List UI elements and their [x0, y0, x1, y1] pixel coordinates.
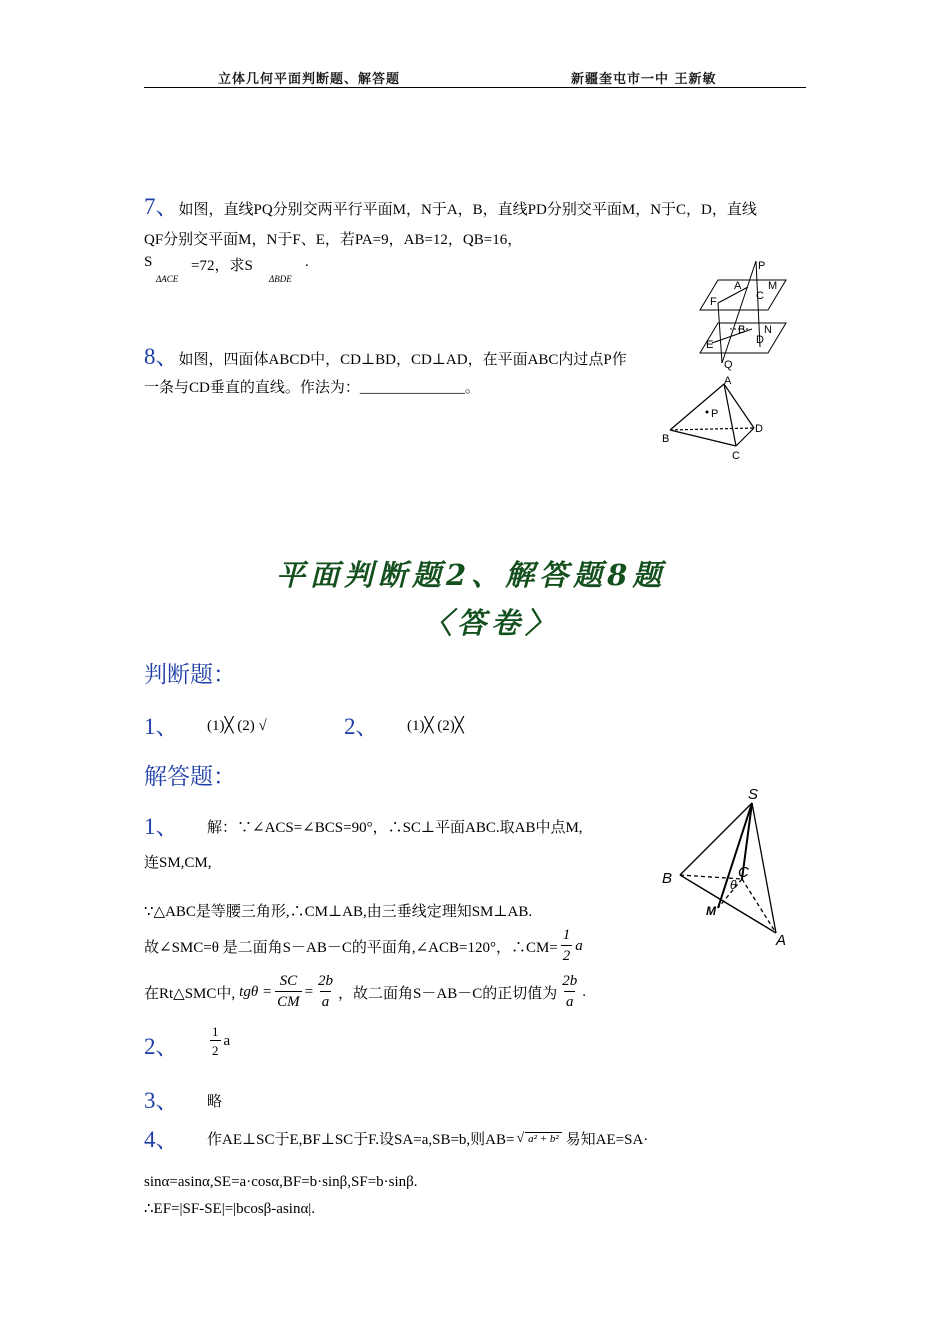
- frac-numerator: SC: [279, 973, 298, 989]
- judge-number-1: 1、: [144, 714, 179, 739]
- solve-heading: 解答题：: [144, 764, 236, 789]
- q7-end: .: [305, 254, 309, 270]
- q8-line1: [144, 338, 627, 371]
- sol1-line1: 解：∵∠ACS=∠BCS=90°，∴SC⊥平面ABC.取AB中点M,: [207, 820, 583, 836]
- answer-subtitle: 〈答卷〉: [423, 606, 560, 640]
- judge-answer-2: (1)╳ (2)╳: [407, 718, 464, 734]
- sqrt-sign: √: [516, 1130, 525, 1146]
- sol1-line5-end: .: [582, 983, 586, 1000]
- sol1-frac-half: [561, 928, 573, 964]
- fig-a1-label-a: A: [776, 932, 787, 949]
- sol1-line5: [144, 974, 586, 1010]
- sol1-line5-mid: ，故二面角S－AB－C的正切值为: [338, 985, 558, 1002]
- sol1-line4: [144, 928, 583, 964]
- fig7-label-b: B: [738, 324, 746, 336]
- sol1-frac-2b-a: [316, 974, 335, 1010]
- q7-mid: =72，求S: [191, 258, 253, 274]
- fig7-label-a: A: [734, 280, 742, 292]
- frac-numerator: 1: [562, 927, 571, 943]
- q8-text-1: 如图，四面体ABCD中，CD⊥BD，CD⊥AD，在平面ABC内过点P作: [178, 352, 627, 368]
- sol4-line1-text: 作AE⊥SC于E,BF⊥SC于F.设SA=a,SB=b,则AB=: [207, 1132, 515, 1148]
- sol1-eq: =: [304, 983, 314, 1000]
- frac-denominator: a: [564, 991, 576, 1010]
- sol4-sqrt: a² + b²: [525, 1132, 562, 1145]
- frac-numerator: 2b: [318, 973, 334, 989]
- judge-number-2: 2、: [344, 714, 379, 739]
- sol1-line2: 连SM,CM,: [144, 855, 212, 871]
- sol4-number: 4、: [144, 1127, 179, 1152]
- sol1-line5-pre: 在Rt△SMC中,: [144, 985, 236, 1002]
- header-rule: [144, 87, 806, 88]
- q7-s1: S: [144, 254, 153, 270]
- sol1-line4-text: 故∠SMC=θ 是二面角S－AB－C的平面角,∠ACB=120°，∴CM=: [144, 939, 558, 956]
- frac-numerator: 2b: [562, 973, 578, 989]
- q7-line1: [144, 188, 757, 221]
- q8-number: 8、: [144, 344, 179, 369]
- header-right: 新疆奎屯市一中 王新敏: [571, 72, 717, 87]
- sol1-frac-result: [560, 974, 579, 1010]
- fig8-label-c: C: [732, 450, 740, 462]
- header-left: 立体几何平面判断题、解答题: [218, 72, 401, 87]
- q7-number: 7、: [144, 194, 179, 219]
- fig8-label-a: A: [724, 375, 732, 387]
- fig7-label-e: E: [706, 339, 714, 351]
- figure-q8-tetrahedron: [660, 372, 770, 464]
- fig7-label-d: D: [756, 334, 764, 346]
- fig8-label-d: D: [755, 423, 763, 435]
- frac-denominator: a: [320, 991, 332, 1010]
- sol2-tail: a: [223, 1032, 231, 1049]
- sol1-tg: tgθ =: [239, 983, 273, 1000]
- fig7-label-q: Q: [724, 359, 733, 371]
- fig-a1-label-m: M: [706, 904, 716, 918]
- fig7-label-p: P: [758, 260, 766, 272]
- frac-numerator: 1: [212, 1024, 219, 1039]
- q8-text-2: 一条与CD垂直的直线。作法为：______________。: [144, 380, 480, 396]
- sol2-frac: [210, 1025, 221, 1057]
- fig-a1-label-theta: θ: [730, 878, 737, 892]
- sol1-line3: ∵△ABC是等腰三角形,∴CM⊥AB,由三垂线定理知SM⊥AB.: [144, 904, 533, 920]
- fig7-label-c: C: [756, 290, 764, 302]
- judge-row: [144, 708, 179, 741]
- frac-denominator: 2: [561, 945, 573, 964]
- q7-sub2: ΔBDE: [269, 274, 292, 284]
- sol4-line1: [207, 1128, 648, 1149]
- figure-sol1-pyramid: [658, 783, 793, 953]
- sol4-line2: sinα=asinα,SE=a·cosα,BF=b·sinβ,SF=b·sinβ.: [144, 1174, 418, 1190]
- sol2-answer: [207, 1025, 230, 1057]
- sol2-number: 2、: [144, 1034, 179, 1059]
- sol3-answer: 略: [207, 1094, 223, 1110]
- sol1-line4-tail: a: [575, 937, 583, 954]
- fig-a1-label-s: S: [748, 786, 759, 803]
- judge-answer-1: (1)╳ (2) √: [207, 718, 267, 734]
- frac-denominator: 2: [210, 1040, 221, 1057]
- fig8-label-b: B: [662, 433, 670, 445]
- fig7-label-n: N: [764, 324, 772, 336]
- frac-denominator: CM: [275, 991, 302, 1010]
- q7-sub1: ΔACE: [156, 274, 179, 284]
- q7-text-1: 如图，直线PQ分别交两平行平面M，N于A，B，直线PD分别交平面M，N于C，D，直线: [178, 202, 757, 218]
- fig-a1-label-b: B: [662, 870, 673, 887]
- sol3-number: 3、: [144, 1088, 179, 1113]
- q7-line3: [144, 254, 152, 271]
- judge-heading: 判断题：: [144, 662, 236, 687]
- sol4-line3: ∴EF=|SF-SE|=|bcosβ-asinα|.: [144, 1201, 316, 1217]
- figure-q7-parallel-planes: [690, 255, 790, 375]
- q7-text-2: QF分别交平面M，N于F、E，若PA=9，AB=12，QB=16，: [144, 232, 523, 248]
- fig7-label-f: F: [710, 296, 717, 308]
- fig-a1-label-c: C: [738, 864, 749, 881]
- sol1-frac-sc-cm: [275, 974, 302, 1010]
- fig7-label-m: M: [768, 280, 778, 292]
- answer-title: 平面判断题2、解答题8题: [276, 558, 667, 592]
- fig8-label-p: P: [711, 408, 719, 420]
- sol4-line1-tail: 易知AE=SA·: [565, 1132, 649, 1148]
- sol1-number: 1、: [144, 814, 179, 839]
